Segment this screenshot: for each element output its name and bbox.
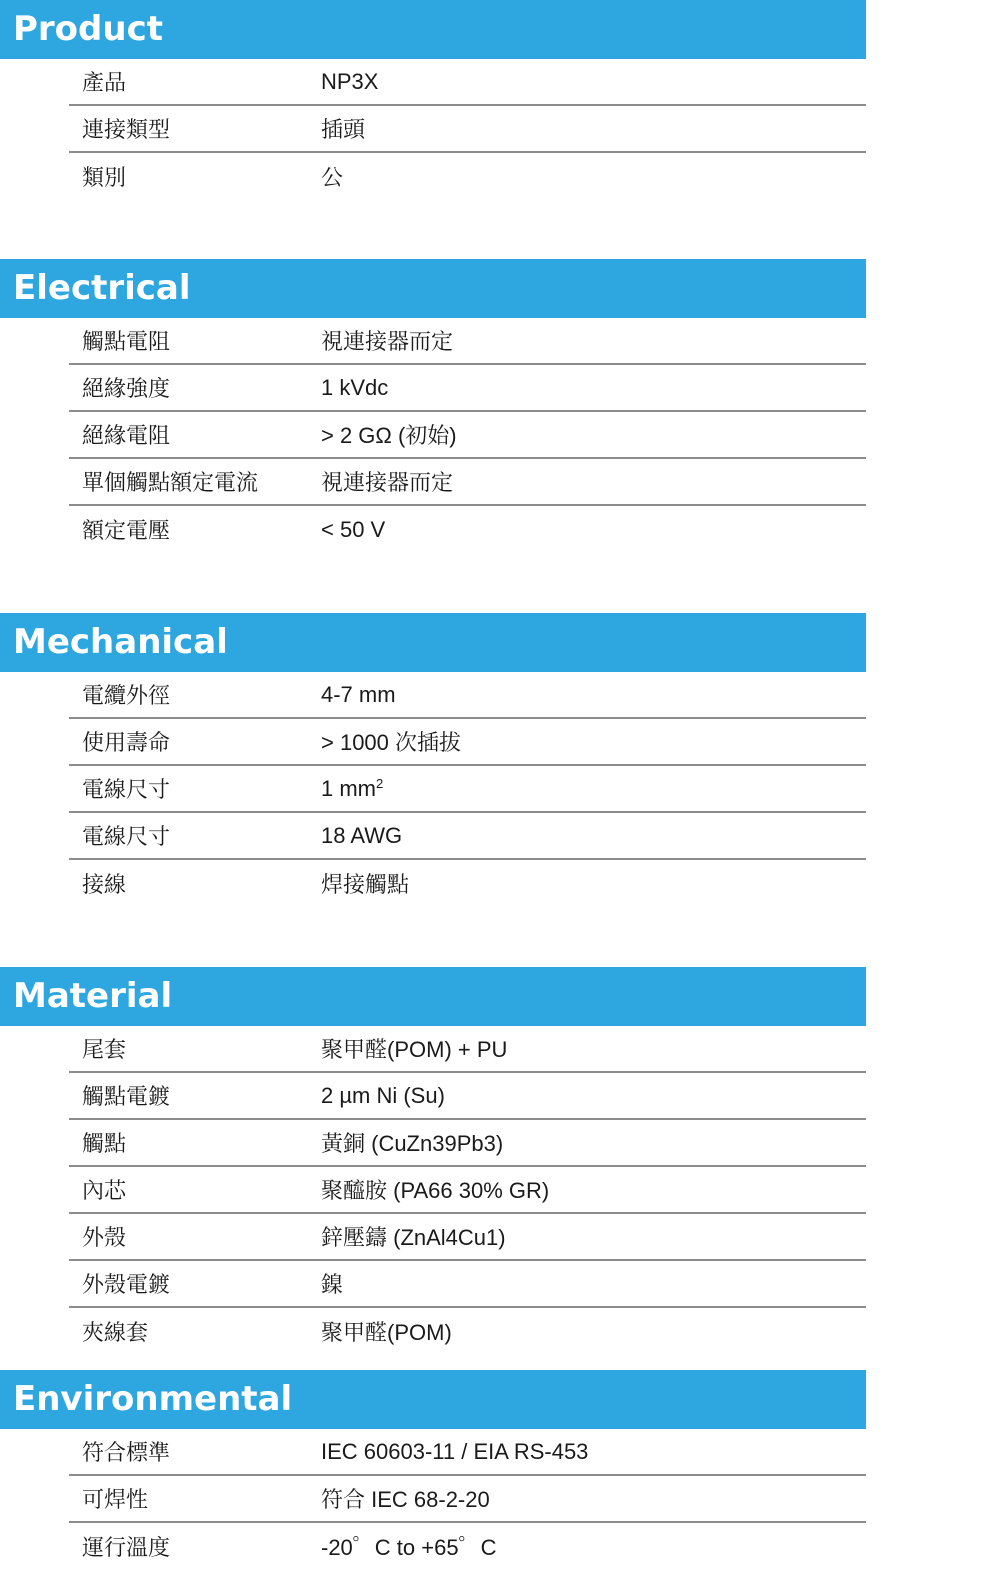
spec-row (69, 813, 866, 860)
spec-value: 聚甲醛(POM) + PU (321, 1037, 508, 1062)
spec-label: 絕緣電阻 (82, 424, 171, 449)
spec-label: 接線 (82, 873, 127, 898)
spec-row (69, 412, 866, 459)
spec-value: IEC 60603-11 / EIA RS-453 (321, 1438, 589, 1464)
spec-label: 可焊性 (82, 1488, 149, 1513)
spec-value: 18 AWG (321, 822, 403, 848)
spec-value: 插頭 (321, 117, 366, 142)
spec-row (69, 318, 866, 365)
section-title: Mechanical (0, 613, 866, 672)
spec-value: 鎳 (321, 1272, 344, 1297)
spec-table (69, 1429, 866, 1570)
spec-value (321, 776, 866, 802)
section-electrical (0, 259, 866, 553)
spec-label: 觸點 (82, 1132, 127, 1157)
spec-row (69, 672, 866, 719)
spec-row (69, 719, 866, 766)
spec-row (69, 1073, 866, 1120)
spec-value: 視連接器而定 (321, 470, 454, 495)
spec-row (69, 106, 866, 153)
spec-value: NP3X (321, 68, 379, 94)
section-mechanical (0, 613, 866, 907)
spec-value: 視連接器而定 (321, 329, 454, 354)
spec-label: 夾線套 (82, 1321, 149, 1346)
section-product (0, 0, 866, 200)
spec-value: 4-7 mm (321, 681, 396, 707)
spec-value: 聚甲醛(POM) (321, 1320, 452, 1345)
spec-row (69, 1476, 866, 1523)
spec-value: 焊接觸點 (321, 872, 410, 897)
spec-label: 連接類型 (82, 118, 171, 143)
spec-value: 鋅壓鑄 (ZnAl4Cu1) (321, 1225, 506, 1250)
spec-label: 運行溫度 (82, 1536, 171, 1561)
section-title: Environmental (0, 1370, 866, 1429)
spec-label: 類別 (82, 166, 127, 191)
spec-row (69, 153, 866, 200)
superscript: 2 (376, 775, 384, 791)
spec-row (69, 365, 866, 412)
spec-label: 電線尺寸 (82, 825, 171, 850)
spec-label: 尾套 (82, 1038, 127, 1063)
spec-table (69, 59, 866, 200)
spec-value: > 1000 次插拔 (321, 730, 462, 755)
spec-label: 額定電壓 (82, 519, 171, 544)
spec-row (69, 1261, 866, 1308)
spec-value: 1 kVdc (321, 374, 389, 400)
spec-label: 電纜外徑 (82, 684, 171, 709)
section-material (0, 967, 866, 1355)
spec-row (69, 1429, 866, 1476)
spec-label: 符合標準 (82, 1441, 171, 1466)
spec-value: 公 (321, 165, 344, 190)
spec-value: > 2 GΩ (初始) (321, 423, 457, 448)
spec-label: 電線尺寸 (82, 778, 171, 803)
spec-label: 產品 (82, 71, 127, 96)
spec-row (69, 59, 866, 106)
spec-label: 外殼 (82, 1226, 127, 1251)
spec-row (69, 1523, 866, 1570)
spec-value-text: 1 mm (321, 775, 376, 801)
section-environmental (0, 1370, 866, 1570)
spec-row (69, 506, 866, 553)
spec-table (69, 318, 866, 553)
spec-label: 外殼電鍍 (82, 1273, 171, 1298)
spec-label: 絕緣強度 (82, 377, 171, 402)
spec-label: 觸點電鍍 (82, 1085, 171, 1110)
spec-table (69, 1026, 866, 1355)
spec-row (69, 766, 866, 813)
spec-value: 聚醯胺 (PA66 30% GR) (321, 1178, 550, 1203)
spec-value: < 50 V (321, 516, 386, 542)
spec-table (69, 672, 866, 907)
spec-value: 黃銅 (CuZn39Pb3) (321, 1131, 504, 1156)
spec-row (69, 860, 866, 907)
spec-value: 2 µm Ni (Su) (321, 1082, 445, 1108)
spec-label: 單個觸點額定電流 (82, 471, 259, 496)
spec-row (69, 459, 866, 506)
spec-value: 符合 IEC 68-2-20 (321, 1487, 490, 1512)
spec-value: -20゜C to +65゜C (321, 1535, 497, 1560)
spec-row (69, 1214, 866, 1261)
spec-label: 觸點電阻 (82, 330, 171, 355)
spec-label: 使用壽命 (82, 731, 171, 756)
section-title: Electrical (0, 259, 866, 318)
spec-row (69, 1120, 866, 1167)
spec-row (69, 1308, 866, 1355)
spec-row (69, 1167, 866, 1214)
section-title: Product (0, 0, 866, 59)
spec-label: 內芯 (82, 1179, 127, 1204)
spec-row (69, 1026, 866, 1073)
section-title: Material (0, 967, 866, 1026)
